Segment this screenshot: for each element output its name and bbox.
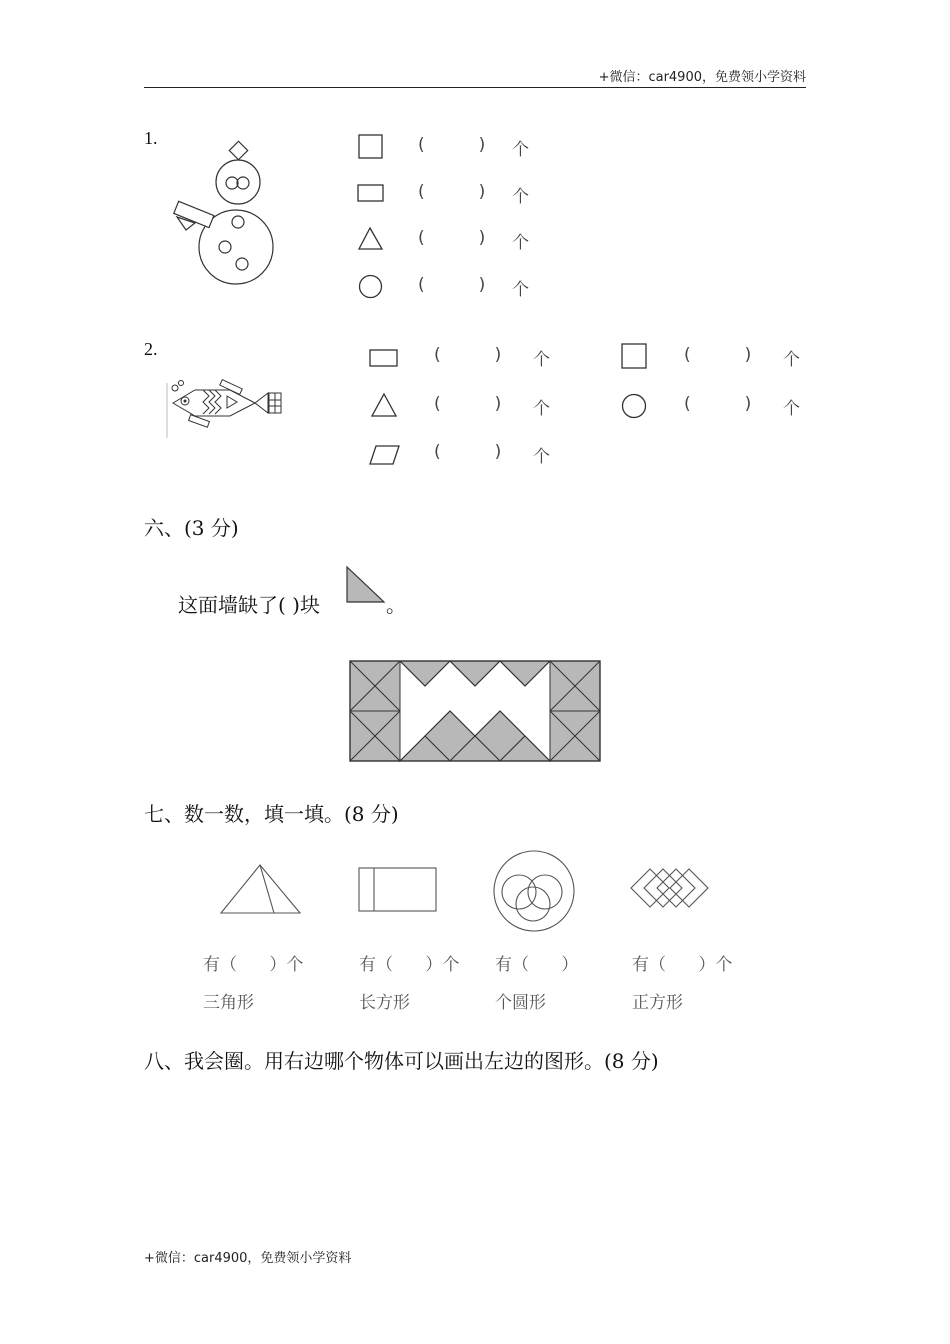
q2-unit: 个 xyxy=(533,399,550,419)
s7-count-line[interactable]: 有（ ）个 xyxy=(632,955,733,975)
rectangles-figure xyxy=(358,867,438,913)
rectangle-icon xyxy=(357,184,385,204)
q1-blank[interactable]: ( ) xyxy=(418,182,486,202)
s7-shape-label: 个圆形 xyxy=(495,993,546,1013)
q2-blank[interactable]: ( ) xyxy=(434,394,502,414)
q1-unit: 个 xyxy=(512,233,529,253)
wall-figure xyxy=(350,661,600,763)
section6-question-suffix: 。 xyxy=(386,593,406,617)
triangles-figure xyxy=(220,864,302,916)
q1-blank[interactable]: ( ) xyxy=(418,135,486,155)
snowman-figure xyxy=(165,140,310,300)
q2-number: 2. xyxy=(144,339,158,359)
header-watermark: +微信：car4900，免费领小学资料 xyxy=(598,70,806,85)
section6-question-prefix: 这面墙缺了( )块 xyxy=(178,593,320,617)
q1-unit: 个 xyxy=(512,280,529,300)
rectangle-icon xyxy=(369,349,399,369)
s7-count-line[interactable]: 有（ ） xyxy=(495,955,579,975)
q2-unit: 个 xyxy=(533,447,550,467)
q2-blank[interactable]: ( ) xyxy=(684,394,752,414)
square-icon xyxy=(358,134,384,160)
s7-shape-label: 三角形 xyxy=(203,993,254,1013)
q1-blank[interactable]: ( ) xyxy=(418,275,486,295)
s7-shape-label: 正方形 xyxy=(632,993,683,1013)
triangle-tile-icon xyxy=(346,566,386,604)
q1-unit: 个 xyxy=(512,187,529,207)
q2-blank[interactable]: ( ) xyxy=(434,442,502,462)
circle-icon xyxy=(358,274,384,300)
squares-figure xyxy=(630,868,712,910)
section7-title: 七、数一数，填一填。(8 分) xyxy=(144,802,399,826)
s7-count-line[interactable]: 有（ ）个 xyxy=(359,955,460,975)
q2-blank[interactable]: ( ) xyxy=(434,345,502,365)
circles-figure xyxy=(493,850,577,934)
q1-blank[interactable]: ( ) xyxy=(418,228,486,248)
section6-title: 六、(3 分) xyxy=(144,516,239,540)
q1-unit: 个 xyxy=(512,140,529,160)
section8-title: 八、我会圈。用右边哪个物体可以画出左边的图形。(8 分) xyxy=(144,1049,659,1073)
q2-unit: 个 xyxy=(783,399,800,419)
parallelogram-icon xyxy=(369,445,401,467)
fish-figure xyxy=(165,378,285,440)
q2-blank[interactable]: ( ) xyxy=(684,345,752,365)
s7-shape-label: 长方形 xyxy=(359,993,410,1013)
triangle-icon xyxy=(358,227,384,251)
q1-number: 1. xyxy=(144,128,158,148)
circle-icon xyxy=(621,393,649,421)
section6-question xyxy=(178,589,320,618)
s7-count-line[interactable]: 有（ ）个 xyxy=(203,955,304,975)
header-rule xyxy=(144,87,806,88)
footer-watermark: +微信：car4900，免费领小学资料 xyxy=(144,1251,352,1266)
q2-unit: 个 xyxy=(783,350,800,370)
q2-unit: 个 xyxy=(533,350,550,370)
triangle-icon xyxy=(371,393,399,419)
square-icon xyxy=(621,343,649,371)
